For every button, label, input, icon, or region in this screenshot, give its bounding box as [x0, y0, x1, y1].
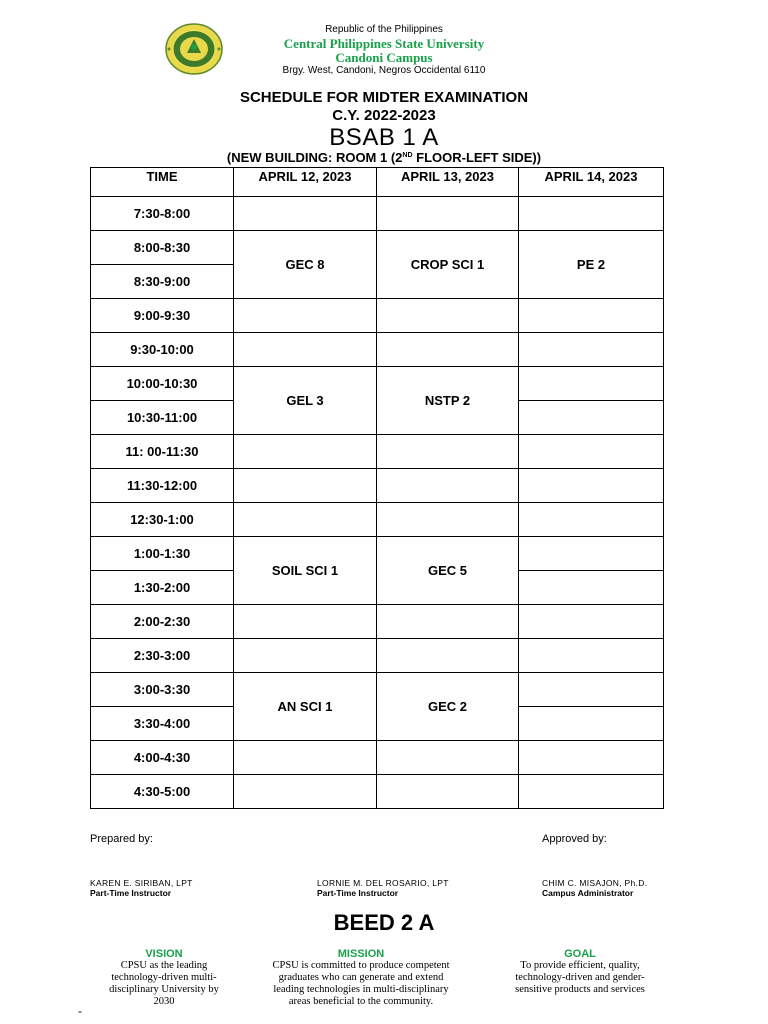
signatory-role: Part-Time Instructor	[317, 888, 399, 898]
empty-cell	[519, 537, 664, 571]
time-cell: 9:30-10:00	[91, 333, 234, 367]
empty-cell	[519, 435, 664, 469]
exam-cell-pe2: PE 2	[519, 231, 664, 299]
time-cell: 9:00-9:30	[91, 299, 234, 333]
time-cell: 11:30-12:00	[91, 469, 234, 503]
time-cell: 3:00-3:30	[91, 673, 234, 707]
vision-line: 2030	[153, 996, 175, 1007]
room-superscript: ND	[402, 152, 413, 159]
vision-line: disciplinary University by	[109, 984, 219, 995]
goal-line: sensitive products and services	[515, 984, 645, 995]
time-cell: 1:00-1:30	[91, 537, 234, 571]
time-cell: 2:30-3:00	[91, 639, 234, 673]
vision-line: technology-driven multi-	[111, 972, 217, 983]
vision-line: CPSU as the leading	[120, 960, 208, 971]
empty-cell	[234, 639, 377, 673]
exam-cell-gec8: GEC 8	[234, 231, 377, 299]
signatory-name: KAREN E. SIRIBAN, LPT	[90, 878, 193, 888]
table-row	[91, 503, 664, 537]
table-row	[91, 673, 664, 707]
time-cell: 10:30-11:00	[91, 401, 234, 435]
exam-cell-cropsci1: CROP SCI 1	[377, 231, 519, 299]
empty-cell	[519, 469, 664, 503]
table-row	[91, 197, 664, 231]
column-header-day1: APRIL 12, 2023	[234, 168, 377, 197]
empty-cell	[234, 741, 377, 775]
table-row	[91, 299, 664, 333]
empty-cell	[377, 333, 519, 367]
empty-cell	[234, 435, 377, 469]
calendar-year: C.Y. 2022-2023	[332, 107, 436, 124]
empty-cell	[519, 639, 664, 673]
time-cell: 11: 00-11:30	[91, 435, 234, 469]
column-header-time: TIME	[91, 168, 234, 197]
time-cell: 2:00-2:30	[91, 605, 234, 639]
section-title: BSAB 1 A	[329, 124, 439, 151]
empty-cell	[519, 707, 664, 741]
signatory-name: CHIM C. MISAJON, Ph.D.	[542, 878, 648, 888]
exam-cell-nstp2: NSTP 2	[377, 367, 519, 435]
exam-cell-gec2: GEC 2	[377, 673, 519, 741]
mission-text	[250, 960, 472, 1008]
campus-name: Candoni Campus	[335, 50, 433, 65]
time-cell: 4:30-5:00	[91, 775, 234, 809]
table-row	[91, 469, 664, 503]
table-row	[91, 537, 664, 571]
time-cell: 4:00-4:30	[91, 741, 234, 775]
empty-cell	[234, 469, 377, 503]
empty-cell	[377, 469, 519, 503]
signatory-role: Part-Time Instructor	[90, 888, 172, 898]
vision-heading: VISION	[145, 948, 183, 960]
empty-cell	[234, 299, 377, 333]
column-header-day2: APRIL 13, 2023	[377, 168, 519, 197]
empty-cell	[519, 775, 664, 809]
exam-cell-gec5: GEC 5	[377, 537, 519, 605]
mission-line: graduates who can generate and extend	[278, 972, 444, 983]
approved-by-label: Approved by:	[542, 833, 607, 845]
time-cell: 1:30-2:00	[91, 571, 234, 605]
empty-cell	[234, 775, 377, 809]
time-cell: 3:30-4:00	[91, 707, 234, 741]
empty-cell	[519, 367, 664, 401]
footer-mark: -	[78, 1004, 82, 1018]
exam-schedule-table	[90, 167, 664, 809]
empty-cell	[377, 503, 519, 537]
signatory-name: LORNIE M. DEL ROSARIO, LPT	[317, 878, 449, 888]
table-row	[91, 605, 664, 639]
goal-line: technology-driven and gender-	[515, 972, 645, 983]
time-cell: 10:00-10:30	[91, 367, 234, 401]
time-cell: 8:00-8:30	[91, 231, 234, 265]
empty-cell	[519, 503, 664, 537]
mission-heading: MISSION	[337, 948, 385, 960]
empty-cell	[234, 197, 377, 231]
empty-cell	[377, 299, 519, 333]
empty-cell	[234, 605, 377, 639]
table-row	[91, 367, 664, 401]
empty-cell	[519, 299, 664, 333]
vision-text	[95, 960, 233, 1008]
room-prefix: (NEW BUILDING: ROOM 1 (2	[226, 150, 403, 165]
table-row	[91, 775, 664, 809]
empty-cell	[377, 775, 519, 809]
empty-cell	[519, 741, 664, 775]
table-row	[91, 435, 664, 469]
empty-cell	[519, 571, 664, 605]
mission-line: CPSU is committed to produce competent	[272, 960, 450, 971]
time-cell: 7:30-8:00	[91, 197, 234, 231]
table-header-row	[91, 168, 664, 197]
empty-cell	[519, 333, 664, 367]
table-row	[91, 741, 664, 775]
exam-cell-ansci1: AN SCI 1	[234, 673, 377, 741]
empty-cell	[234, 503, 377, 537]
empty-cell	[234, 333, 377, 367]
empty-cell	[377, 639, 519, 673]
table-row	[91, 231, 664, 265]
room-label	[0, 150, 768, 165]
mission-line: areas beneficial to the community.	[288, 996, 434, 1007]
time-cell: 8:30-9:00	[91, 265, 234, 299]
exam-cell-soilsci1: SOIL SCI 1	[234, 537, 377, 605]
university-name: Central Philippines State University	[283, 36, 485, 51]
campus-address: Brgy. West, Candoni, Negros Occidental 6110	[282, 65, 486, 76]
table-row	[91, 333, 664, 367]
document-title: SCHEDULE FOR MIDTER EXAMINATION	[239, 89, 529, 106]
empty-cell	[519, 673, 664, 707]
empty-cell	[377, 605, 519, 639]
signatory-role: Campus Administrator	[542, 888, 634, 898]
empty-cell	[519, 197, 664, 231]
next-section-title: BEED 2 A	[333, 910, 435, 935]
goal-line: To provide efficient, quality,	[520, 960, 640, 971]
mission-line: leading technologies in multi-disciplinary	[273, 984, 449, 995]
goal-heading: GOAL	[564, 948, 596, 960]
column-header-day3: APRIL 14, 2023	[519, 168, 664, 197]
goal-text	[495, 960, 665, 996]
empty-cell	[519, 401, 664, 435]
empty-cell	[377, 741, 519, 775]
time-cell: 12:30-1:00	[91, 503, 234, 537]
empty-cell	[377, 197, 519, 231]
exam-cell-gel3: GEL 3	[234, 367, 377, 435]
republic-label: Republic of the Philippines	[325, 24, 443, 35]
empty-cell	[519, 605, 664, 639]
room-suffix: FLOOR-LEFT SIDE))	[412, 150, 542, 165]
empty-cell	[377, 435, 519, 469]
prepared-by-label: Prepared by:	[90, 833, 153, 845]
table-row	[91, 639, 664, 673]
